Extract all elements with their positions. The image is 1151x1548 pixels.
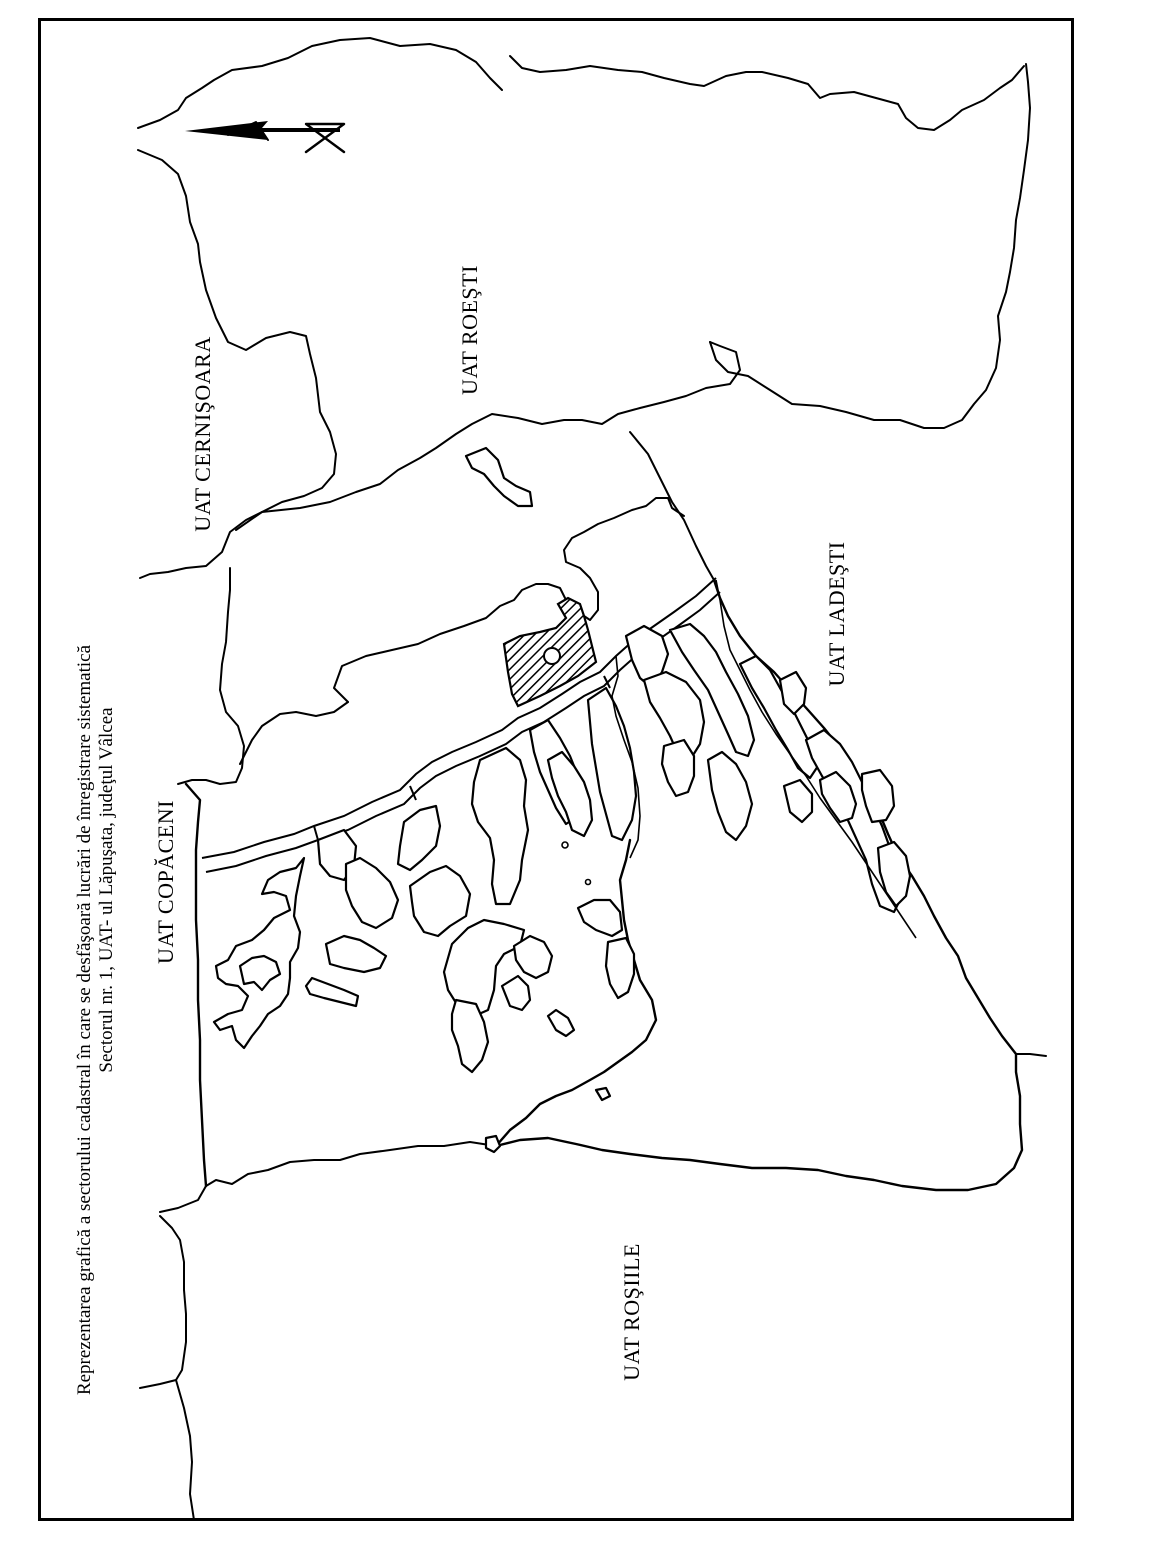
boundary-rosiile-west [160, 1142, 496, 1212]
label-uat-roesti: UAT ROEŞTI [457, 265, 482, 395]
caption-line-1: Reprezentarea grafică a sectorului cadastral în care se desfăşoară lucrări de înregistrare sistematică [74, 644, 95, 1396]
boundary-cernisoara-west [138, 150, 336, 578]
small-dot-marker [586, 880, 591, 885]
neighbour-boundaries [138, 38, 1046, 1520]
north-arrow-icon [185, 121, 344, 152]
stream-line-west [240, 702, 348, 764]
boundary-ladesti-rosiile [1016, 1054, 1046, 1056]
caption-line-2: Sectorul nr. 1, UAT- ul Lăpuşata, judeţul Vâlcea [96, 707, 117, 1073]
boundary-rosiile-south [140, 1216, 186, 1388]
main-road [202, 578, 720, 872]
small-dot-marker [562, 842, 568, 848]
boundary-rosiile-lower [176, 1380, 194, 1520]
boundary-copaceni-top [178, 568, 244, 784]
label-uat-ladesti: UAT LADEŞTI [824, 541, 849, 687]
boundary-roesti [236, 342, 740, 530]
label-uat-cernisoara: UAT CERNIŞOARA [190, 336, 215, 532]
label-uat-copaceni: UAT COPĂCENI [153, 800, 178, 964]
boundary-top-left [138, 38, 502, 128]
boundary-top-right [510, 56, 1024, 130]
highlighted-zone [504, 598, 596, 706]
boundary-roesti-east [710, 64, 1030, 428]
label-uat-rosiile: UAT ROŞIILE [619, 1243, 644, 1381]
parcels [214, 448, 910, 1152]
